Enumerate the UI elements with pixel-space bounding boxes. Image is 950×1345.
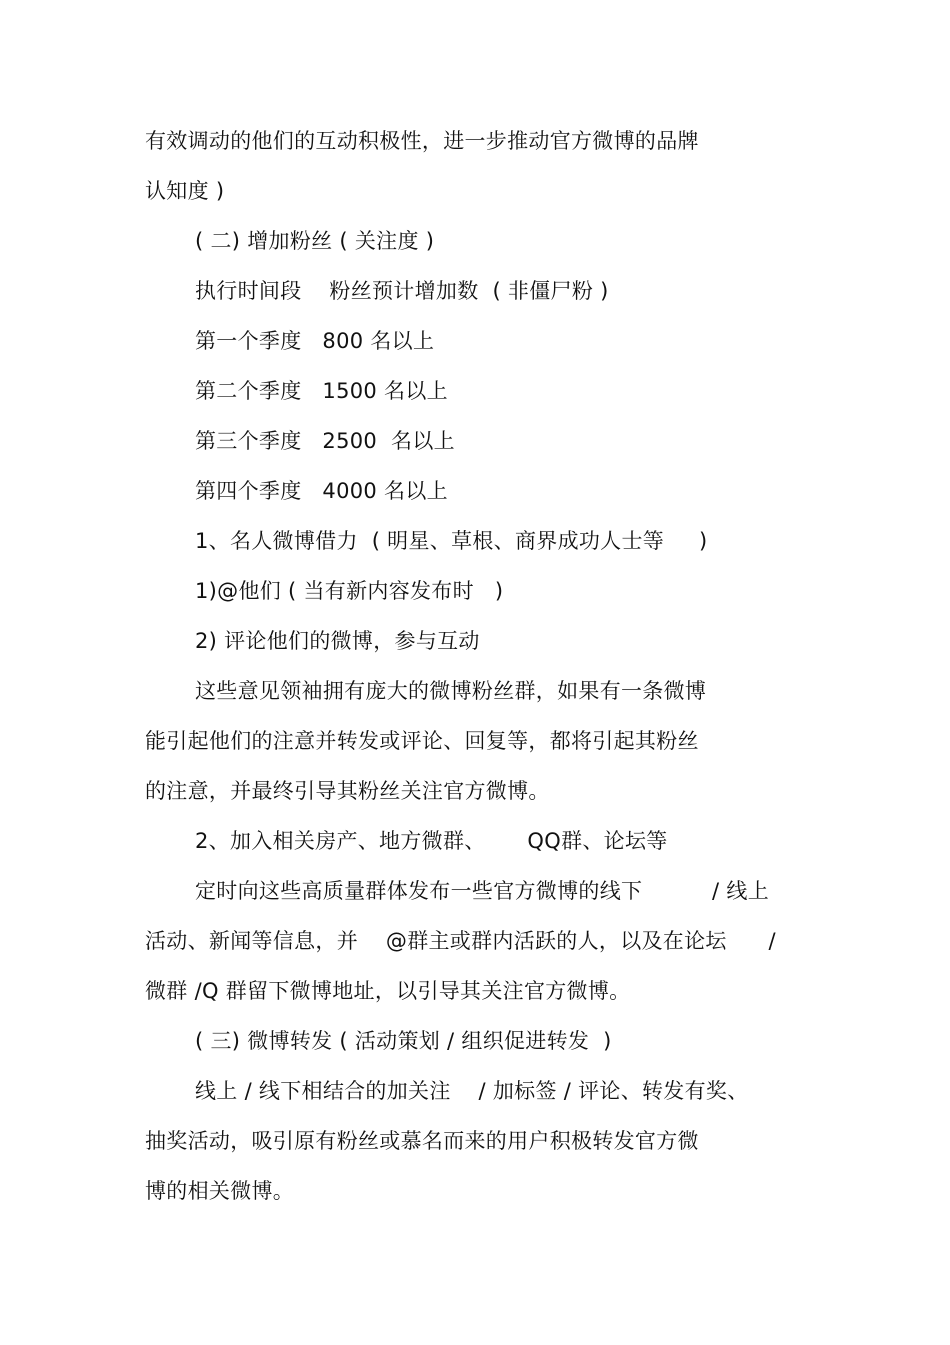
paragraph-3-line-1: 线上 / 线下相结合的加关注 / 加标签 / 评论、转发有奖、	[195, 1079, 749, 1103]
quarter-line-3: 第三个季度 2500 名以上	[195, 429, 455, 453]
list-item-1: 1、名人微博借力 ( 明星、草根、商界成功人士等 )	[195, 529, 708, 553]
table-header-line: 执行时间段 粉丝预计增加数 ( 非僵尸粉 )	[195, 279, 609, 303]
paragraph-3-line-2: 抽奖活动，吸引原有粉丝或慕名而来的用户积极转发官方微	[145, 1129, 699, 1153]
paragraph-3-line-3: 博的相关微博。	[145, 1179, 295, 1203]
paragraph-2-line-3: 微群 /Q 群留下微博地址，以引导其关注官方微博。	[145, 979, 631, 1003]
sub-item-2: 2) 评论他们的微博，参与互动	[195, 629, 480, 653]
paragraph-1-line-2: 能引起他们的注意并转发或评论、回复等，都将引起其粉丝	[145, 729, 699, 753]
text-line-2: 认知度 )	[145, 179, 225, 203]
quarter-line-4: 第四个季度 4000 名以上	[195, 479, 448, 503]
text-line-1: 有效调动的他们的互动积极性，进一步推动官方微博的品牌	[145, 129, 699, 153]
section-heading-3: ( 三) 微博转发 ( 活动策划 / 组织促进转发 )	[195, 1029, 612, 1053]
sub-item-1: 1)@他们 ( 当有新内容发布时 )	[195, 579, 504, 603]
paragraph-1-line-1: 这些意见领袖拥有庞大的微博粉丝群，如果有一条微博	[195, 679, 707, 703]
section-heading-2: ( 二) 增加粉丝 ( 关注度 )	[195, 229, 435, 253]
quarter-line-1: 第一个季度 800 名以上	[195, 329, 435, 353]
paragraph-2-line-1: 定时向这些高质量群体发布一些官方微博的线下 / 线上	[195, 879, 770, 903]
paragraph-2-line-2: 活动、新闻等信息，并 @群主或群内活跃的人，以及在论坛 /	[145, 929, 776, 953]
paragraph-1-line-3: 的注意，并最终引导其粉丝关注官方微博。	[145, 779, 550, 803]
quarter-line-2: 第二个季度 1500 名以上	[195, 379, 448, 403]
list-item-2: 2、加入相关房产、地方微群、 QQ群、论坛等	[195, 829, 668, 853]
